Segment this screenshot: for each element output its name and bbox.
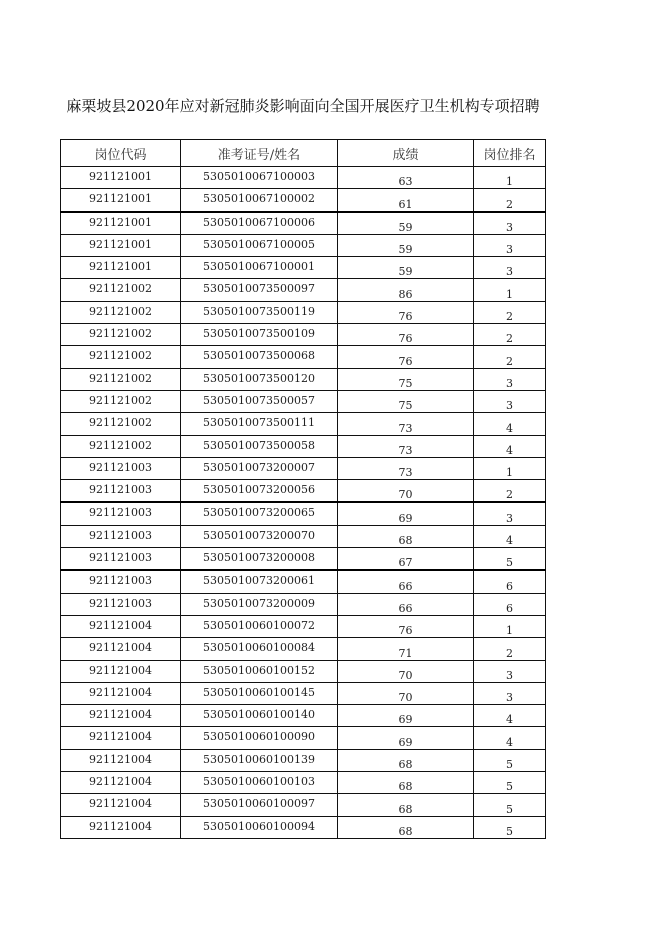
cell-score: 61 [338, 189, 474, 212]
cell-exam-id: 5305010073500120 [181, 368, 338, 390]
table-row [61, 772, 546, 794]
cell-exam-id: 5305010067100006 [181, 212, 338, 235]
table-row [61, 615, 546, 637]
cell-position-code: 921121003 [61, 457, 181, 479]
cell-score: 70 [338, 682, 474, 704]
cell-rank: 1 [474, 615, 546, 637]
table-row [61, 189, 546, 212]
table-row [61, 435, 546, 457]
cell-exam-id: 5305010060100145 [181, 682, 338, 704]
cell-position-code: 921121004 [61, 816, 181, 838]
cell-exam-id: 5305010073200009 [181, 593, 338, 615]
cell-rank: 5 [474, 772, 546, 794]
cell-rank: 5 [474, 816, 546, 838]
cell-score: 69 [338, 705, 474, 727]
cell-position-code: 921121003 [61, 502, 181, 525]
table-row [61, 324, 546, 346]
cell-exam-id: 5305010067100003 [181, 167, 338, 189]
table-row [61, 548, 546, 571]
cell-score: 67 [338, 548, 474, 571]
cell-rank: 2 [474, 638, 546, 660]
cell-score: 59 [338, 234, 474, 256]
cell-exam-id: 5305010073200056 [181, 480, 338, 503]
table-row [61, 705, 546, 727]
cell-position-code: 921121004 [61, 772, 181, 794]
cell-position-code: 921121002 [61, 324, 181, 346]
cell-score: 70 [338, 480, 474, 503]
cell-rank: 3 [474, 390, 546, 412]
cell-exam-id: 5305010073500119 [181, 301, 338, 323]
cell-rank: 5 [474, 794, 546, 816]
cell-rank: 6 [474, 593, 546, 615]
cell-position-code: 921121001 [61, 167, 181, 189]
cell-score: 63 [338, 167, 474, 189]
cell-score: 71 [338, 638, 474, 660]
cell-position-code: 921121001 [61, 212, 181, 235]
cell-position-code: 921121004 [61, 615, 181, 637]
cell-exam-id: 5305010060100090 [181, 727, 338, 749]
cell-position-code: 921121003 [61, 548, 181, 571]
cell-rank: 3 [474, 212, 546, 235]
table-row [61, 368, 546, 390]
cell-score: 73 [338, 413, 474, 435]
cell-exam-id: 5305010073200065 [181, 502, 338, 525]
table-row [61, 727, 546, 749]
cell-position-code: 921121001 [61, 234, 181, 256]
cell-exam-id: 5305010073500097 [181, 279, 338, 301]
cell-position-code: 921121002 [61, 390, 181, 412]
table-row [61, 502, 546, 525]
cell-rank: 6 [474, 570, 546, 593]
cell-rank: 2 [474, 301, 546, 323]
cell-score: 76 [338, 324, 474, 346]
cell-rank: 4 [474, 705, 546, 727]
cell-exam-id: 5305010060100139 [181, 749, 338, 771]
cell-position-code: 921121002 [61, 346, 181, 368]
table-row [61, 301, 546, 323]
cell-score: 68 [338, 816, 474, 838]
table-row [61, 525, 546, 547]
cell-score: 68 [338, 794, 474, 816]
cell-exam-id: 5305010060100072 [181, 615, 338, 637]
cell-position-code: 921121004 [61, 682, 181, 704]
table-row [61, 749, 546, 771]
table-row [61, 457, 546, 479]
table-row [61, 234, 546, 256]
header-score: 成绩 [338, 140, 474, 167]
cell-rank: 2 [474, 480, 546, 503]
cell-score: 68 [338, 525, 474, 547]
cell-rank: 2 [474, 189, 546, 212]
cell-exam-id: 5305010073500111 [181, 413, 338, 435]
table-row [61, 167, 546, 189]
cell-rank: 3 [474, 368, 546, 390]
table-row [61, 794, 546, 816]
cell-exam-id: 5305010073500057 [181, 390, 338, 412]
cell-rank: 4 [474, 525, 546, 547]
cell-score: 69 [338, 727, 474, 749]
table-header-row [61, 140, 546, 167]
header-exam-id: 准考证号/姓名 [181, 140, 338, 167]
cell-exam-id: 5305010073200008 [181, 548, 338, 571]
cell-exam-id: 5305010060100103 [181, 772, 338, 794]
table-row [61, 593, 546, 615]
header-position-code: 岗位代码 [61, 140, 181, 167]
cell-score: 69 [338, 502, 474, 525]
cell-rank: 1 [474, 279, 546, 301]
cell-exam-id: 5305010060100084 [181, 638, 338, 660]
cell-position-code: 921121001 [61, 189, 181, 212]
cell-rank: 3 [474, 234, 546, 256]
table-row [61, 816, 546, 838]
cell-score: 73 [338, 457, 474, 479]
cell-exam-id: 5305010073500058 [181, 435, 338, 457]
table-row [61, 257, 546, 279]
cell-rank: 4 [474, 413, 546, 435]
cell-score: 76 [338, 301, 474, 323]
cell-score: 76 [338, 346, 474, 368]
cell-score: 68 [338, 749, 474, 771]
cell-position-code: 921121004 [61, 794, 181, 816]
table-row [61, 682, 546, 704]
table-row [61, 279, 546, 301]
cell-exam-id: 5305010060100097 [181, 794, 338, 816]
cell-exam-id: 5305010060100094 [181, 816, 338, 838]
cell-position-code: 921121003 [61, 480, 181, 503]
cell-position-code: 921121004 [61, 749, 181, 771]
cell-score: 75 [338, 390, 474, 412]
cell-rank: 3 [474, 257, 546, 279]
cell-position-code: 921121002 [61, 279, 181, 301]
cell-score: 86 [338, 279, 474, 301]
table-row [61, 570, 546, 593]
cell-rank: 1 [474, 167, 546, 189]
table-row [61, 390, 546, 412]
cell-position-code: 921121002 [61, 301, 181, 323]
cell-position-code: 921121003 [61, 570, 181, 593]
cell-rank: 3 [474, 682, 546, 704]
cell-position-code: 921121004 [61, 727, 181, 749]
cell-exam-id: 5305010067100002 [181, 189, 338, 212]
cell-rank: 5 [474, 749, 546, 771]
cell-rank: 3 [474, 660, 546, 682]
cell-score: 66 [338, 593, 474, 615]
cell-position-code: 921121004 [61, 638, 181, 660]
cell-score: 59 [338, 212, 474, 235]
cell-score: 68 [338, 772, 474, 794]
cell-position-code: 921121002 [61, 368, 181, 390]
cell-position-code: 921121004 [61, 660, 181, 682]
table-row [61, 480, 546, 503]
cell-exam-id: 5305010060100140 [181, 705, 338, 727]
cell-position-code: 921121003 [61, 593, 181, 615]
cell-exam-id: 5305010067100005 [181, 234, 338, 256]
cell-position-code: 921121002 [61, 435, 181, 457]
cell-rank: 4 [474, 435, 546, 457]
cell-rank: 4 [474, 727, 546, 749]
cell-rank: 2 [474, 346, 546, 368]
header-rank: 岗位排名 [474, 140, 546, 167]
document-title: 麻栗坡县2020年应对新冠肺炎影响面向全国开展医疗卫生机构专项招聘 [66, 97, 540, 115]
table-row [61, 212, 546, 235]
cell-exam-id: 5305010073500068 [181, 346, 338, 368]
cell-score: 59 [338, 257, 474, 279]
table-row [61, 660, 546, 682]
cell-score: 66 [338, 570, 474, 593]
cell-exam-id: 5305010067100001 [181, 257, 338, 279]
cell-score: 75 [338, 368, 474, 390]
table-row [61, 413, 546, 435]
table-row [61, 638, 546, 660]
cell-position-code: 921121003 [61, 525, 181, 547]
cell-exam-id: 5305010073200007 [181, 457, 338, 479]
cell-position-code: 921121001 [61, 257, 181, 279]
cell-position-code: 921121004 [61, 705, 181, 727]
cell-rank: 5 [474, 548, 546, 571]
cell-rank: 1 [474, 457, 546, 479]
cell-score: 73 [338, 435, 474, 457]
cell-position-code: 921121002 [61, 413, 181, 435]
cell-exam-id: 5305010073200061 [181, 570, 338, 593]
cell-exam-id: 5305010073500109 [181, 324, 338, 346]
results-table [60, 139, 546, 839]
cell-exam-id: 5305010060100152 [181, 660, 338, 682]
cell-score: 70 [338, 660, 474, 682]
cell-rank: 3 [474, 502, 546, 525]
cell-score: 76 [338, 615, 474, 637]
cell-rank: 2 [474, 324, 546, 346]
table-row [61, 346, 546, 368]
cell-exam-id: 5305010073200070 [181, 525, 338, 547]
